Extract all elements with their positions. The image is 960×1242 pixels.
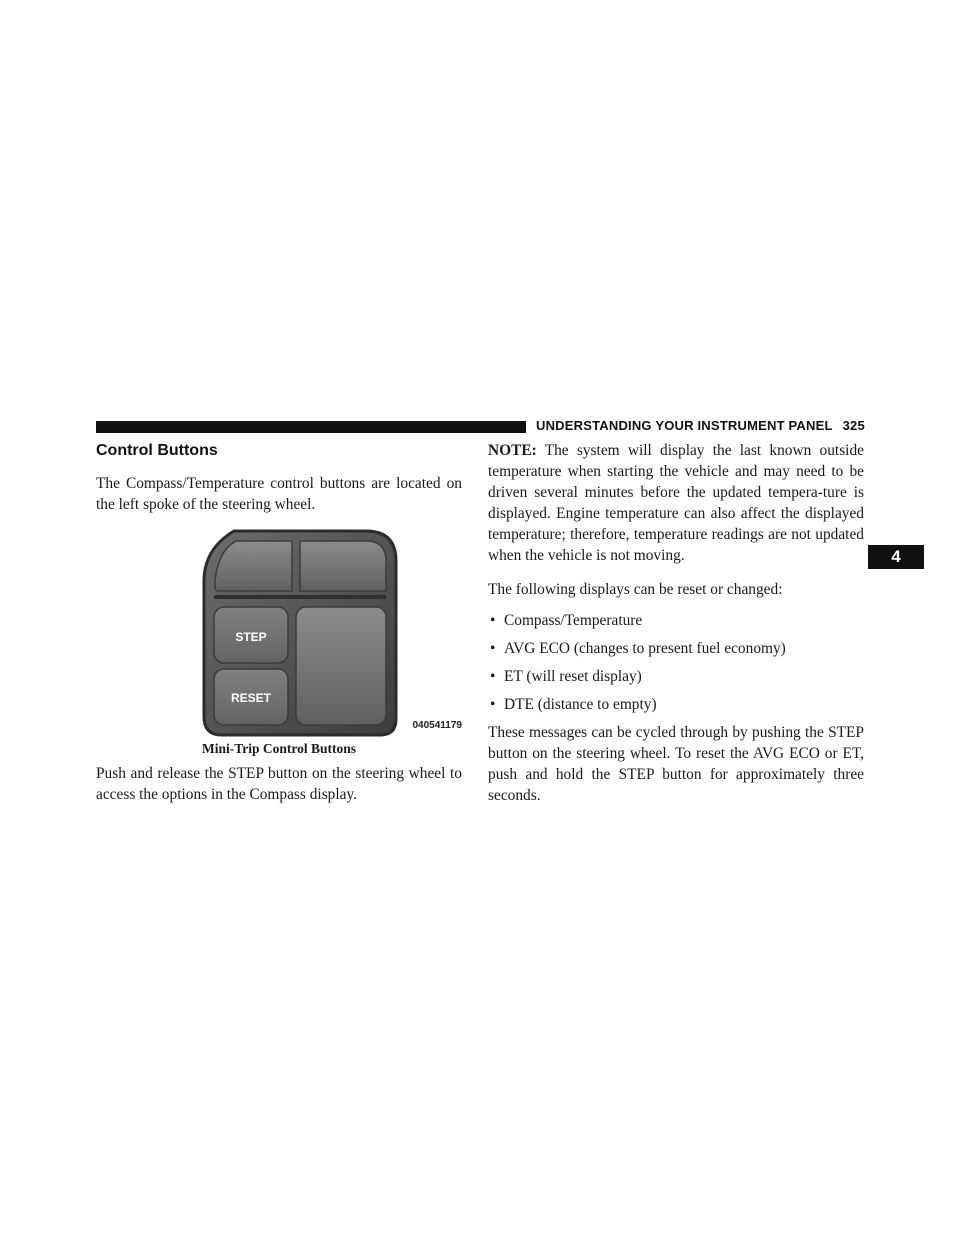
page-number: 325 [842, 418, 865, 433]
note-label: NOTE: [488, 442, 537, 459]
intro-paragraph: The Compass/Temperature control buttons are located on the left spoke of the steering wheel. [96, 475, 462, 513]
figure-caption: Mini-Trip Control Buttons [201, 741, 357, 756]
display-list [488, 610, 864, 715]
right-column [488, 440, 864, 806]
list-item: • ET (will reset display) [490, 668, 642, 685]
header-title: UNDERSTANDING YOUR INSTRUMENT PANEL [536, 418, 833, 433]
list-item: • Compass/Temperature [490, 612, 643, 629]
right-pad-button[interactable] [296, 607, 386, 725]
list-item: • DTE (distance to empty) [490, 696, 657, 713]
control-buttons-illustration [96, 529, 462, 739]
reset-label: RESET [230, 691, 272, 705]
chapter-tab: 4 [868, 545, 924, 569]
list-intro: The following displays can be reset or changed: [488, 581, 783, 598]
list-item: • AVG ECO (changes to present fuel economy) [490, 640, 786, 657]
note-paragraph [488, 440, 864, 566]
section-heading: Control Buttons [96, 442, 218, 459]
divider [214, 595, 386, 599]
closing-paragraph: These messages can be cycled through by pushing the STEP button on the steering wheel. To reset the AVG ECO or ET, push and hold the STEP button for approximately three seconds. [488, 724, 864, 804]
upper-left-button[interactable] [215, 541, 292, 591]
left-column [96, 440, 462, 805]
figure-code: 040541179 [412, 720, 462, 731]
step-instructions: Push and release the STEP button on the steering wheel to access the options in the Compass display. [96, 765, 462, 803]
step-label: STEP [235, 630, 267, 644]
mini-trip-buttons-figure [96, 529, 462, 739]
header-rule [96, 421, 526, 433]
upper-right-button[interactable] [300, 541, 386, 591]
running-header [536, 418, 865, 433]
note-text: The system will display the last known outside temperature when starting the vehicle and may need to be driven several minutes before the updated tempera-ture is displayed. Engine temperature can also affect the displayed temperature; therefore, temperature readings are not updated when the vehicle is not moving. [488, 442, 864, 564]
